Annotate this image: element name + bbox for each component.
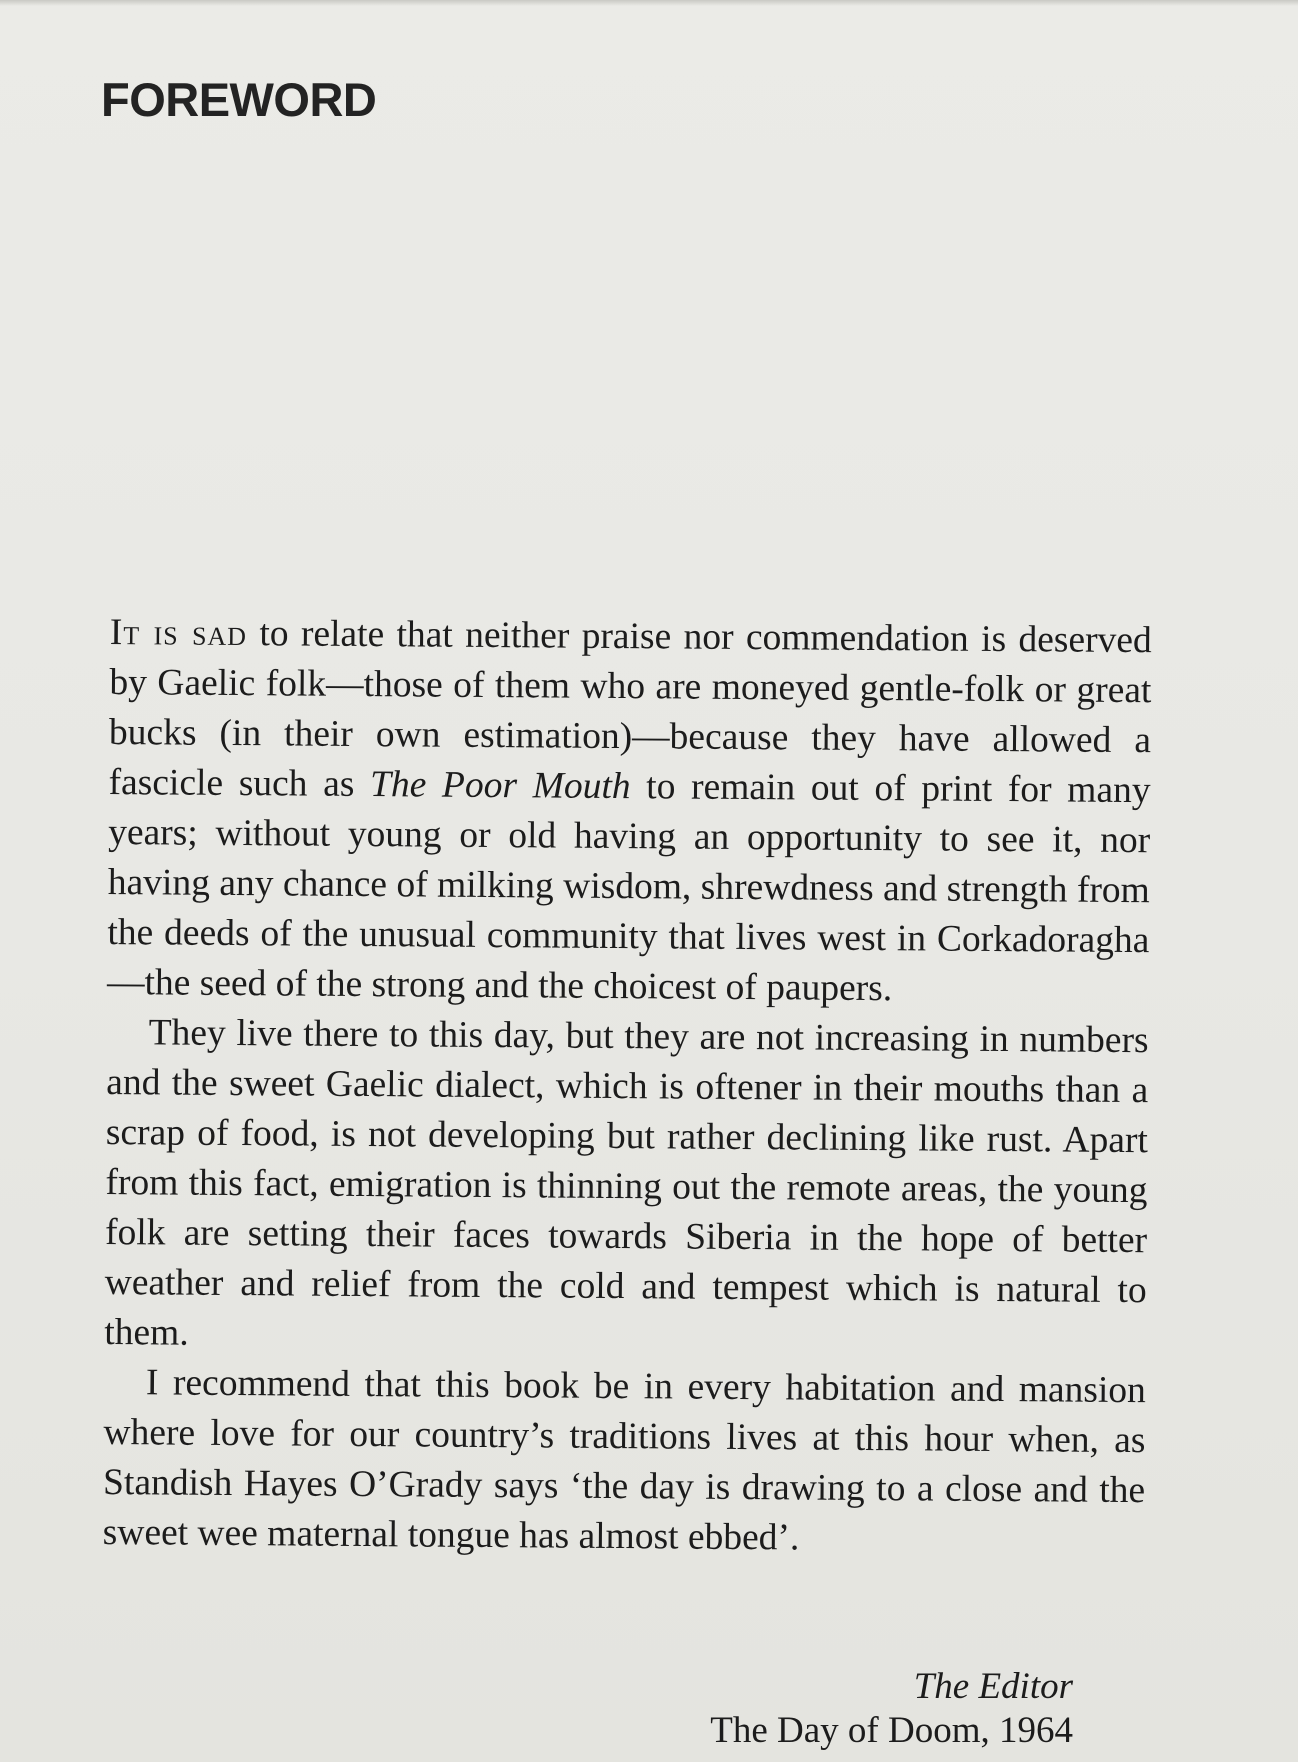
- opening-small-caps: It is sad: [109, 611, 248, 655]
- paragraph-2: They live there to this day, but they are not increasing in numbers and the sweet Gaelic dialect, which is oftener in their mouths than a scrap of food, is not developing but rather declining like rust. Apart from this fact, emigration is thinning out the remote areas, the young folk are setting their faces towards Siberia in the hope of better weather and relief from the cold and tempest which is natural to them.: [104, 1012, 1149, 1354]
- page-heading: FOREWORD: [101, 73, 377, 126]
- paragraph-1-text-a: to relate that neither praise nor commendation is deserved by Gaelic folk—those of them who are moneyed gentle-folk or great bucks (in their own estimation)—because they have allowed a fascicle such as: [108, 613, 1152, 806]
- foreword-body: [103, 608, 1152, 1566]
- paragraph-3: I recommend that this book be in every habitation and mansion where love for our country’s traditions lives at this hour when, as Standish Hayes O’Grady says ‘the day is drawing to a close and the sweet wee maternal tongue has almost ebbed’.: [102, 1362, 1147, 1559]
- book-title: The Poor Mouth: [369, 764, 631, 808]
- signature-name: The Editor: [913, 1666, 1073, 1707]
- signature-date: The Day of Doom, 1964: [710, 1710, 1073, 1751]
- signature-block: [710, 1665, 1073, 1753]
- page-edge-shadow: [0, 0, 1298, 6]
- paragraph-1-text-b: to remain out of print for many years; without young or old having an opportunity to see it, nor having any chance of milking wisdom, shrewdness and strength from the deeds of the unusual community that lives west in Corkadoragha—the seed of the strong and the choicest of paupers.: [106, 766, 1151, 1010]
- paragraph-1: [107, 608, 1152, 1016]
